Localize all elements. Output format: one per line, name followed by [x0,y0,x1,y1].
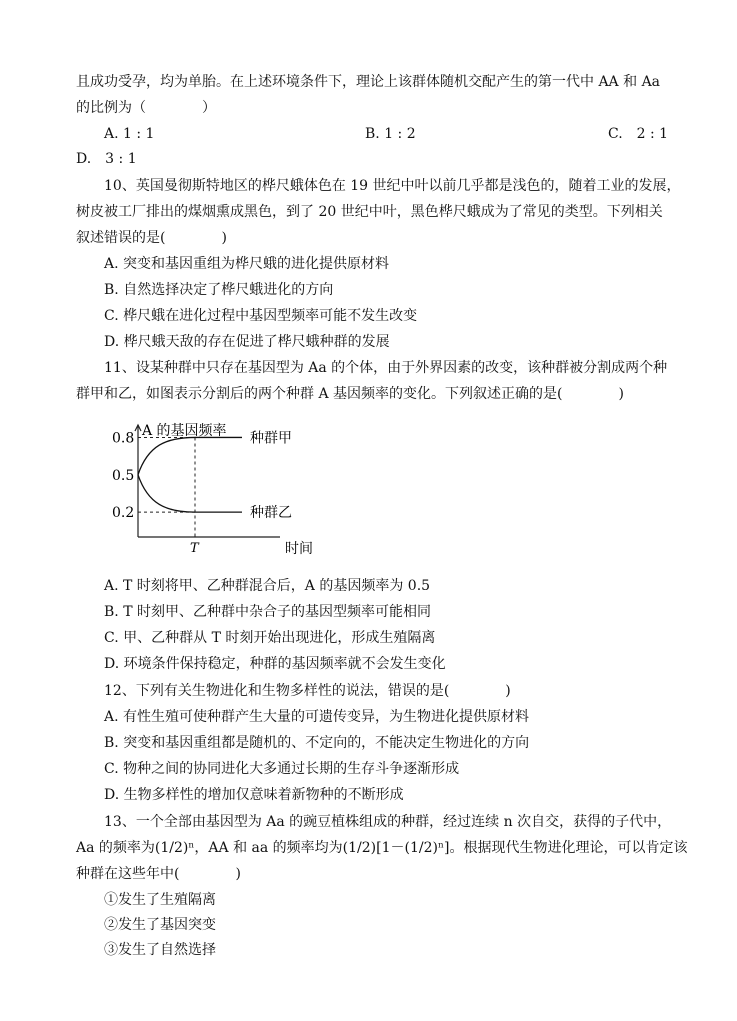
q10-stem-line-3: 叙述错误的是( ) [76,230,227,246]
q12-stem: 12、下列有关生物进化和生物多样性的说法，错误的是( ) [104,683,511,699]
q10-option-c: C. 桦尺蛾在进化过程中基因型频率可能不发生改变 [104,308,418,324]
q10-stem-line-2: 树皮被工厂排出的煤烟熏成黑色，到了 20 世纪中叶，黑色桦尺蛾成为了常见的类型。下列相关 [76,204,663,220]
q13-item-2: ②发生了基因突变 [104,917,216,933]
q13-stem-line-3: 种群在这些年中( ) [76,866,241,882]
q12-option-b: B. 突变和基因重组都是随机的、不定向的，不能决定生物进化的方向 [104,735,530,751]
x-tick-label: T [190,541,199,556]
q13-item-3: ③发生了自然选择 [104,942,216,958]
q11-option-a: A. T 时刻将甲、乙种群混合后，A 的基因频率为 0.5 [104,578,431,594]
series-line [138,475,242,512]
gene-frequency-chart [100,415,360,565]
q10-option-d: D. 桦尺蛾天敌的存在促进了桦尺蛾种群的发展 [104,334,390,350]
q11-option-d: D. 环境条件保持稳定，种群的基因频率就不会发生变化 [104,656,446,672]
x-axis-label: 时间 [285,541,313,557]
q9-option-a: A. 1 : 1 [104,126,155,142]
q12-option-d: D. 生物多样性的增加仅意味着新物种的不断形成 [104,787,404,803]
q9-stem-line-2: 的比例为（ ） [76,100,216,116]
q10-option-b: B. 自然选择决定了桦尺蛾进化的方向 [104,282,334,298]
y-tick-label: 0.5 [112,467,135,484]
q11-stem-line-1: 11、设某种群中只存在基因型为 Aa 的个体，由于外界因素的改变，该种群被分割成两个种 [104,360,668,376]
q13-item-1: ①发生了生殖隔离 [104,892,216,908]
q9-option-c: C. 2 : 1 [608,126,669,142]
series-label: 种群甲 [250,430,292,447]
q12-option-a: A. 有性生殖可使种群产生大量的可遗传变异，为生物进化提供原材料 [104,709,530,725]
y-tick-label: 0.2 [112,505,135,522]
q12-option-c: C. 物种之间的协同进化大多通过长期的生存斗争逐渐形成 [104,761,460,777]
q13-stem-line-2: Aa 的频率为(1/2)ⁿ，AA 和 aa 的频率均为(1/2)[1－(1/2)ⁿ]。根据现代生物进化理论，可以肯定该 [76,840,688,856]
series-label: 种群乙 [250,505,292,522]
q11-stem-line-2: 群甲和乙，如图表示分割后的两个种群 A 基因频率的变化。下列叙述正确的是( ) [76,386,624,402]
q13-stem-line-1: 13、一个全部由基因型为 Aa 的豌豆植株组成的种群，经过连续 n 次自交，获得的子代中， [104,814,672,830]
q9-option-b: B. 1 : 2 [365,126,416,142]
q11-option-c: C. 甲、乙种群从 T 时刻开始出现进化，形成生殖隔离 [104,630,436,646]
y-axis-label: A 的基因频率 [142,423,227,439]
q10-option-a: A. 突变和基因重组为桦尺蛾的进化提供原材料 [104,256,390,272]
q10-stem-line-1: 10、英国曼彻斯特地区的桦尺蛾体色在 19 世纪中叶以前几乎都是浅色的，随着工业的发展， [104,178,681,194]
series-line [138,437,242,474]
q9-option-d: D. 3 : 1 [76,151,137,167]
y-tick-label: 0.8 [112,430,135,447]
q9-stem-line-1: 且成功受孕，均为单胎。在上述环境条件下，理论上该群体随机交配产生的第一代中 AA 和 Aa [76,74,661,90]
q11-option-b: B. T 时刻甲、乙种群中杂合子的基因型频率可能相同 [104,604,431,620]
